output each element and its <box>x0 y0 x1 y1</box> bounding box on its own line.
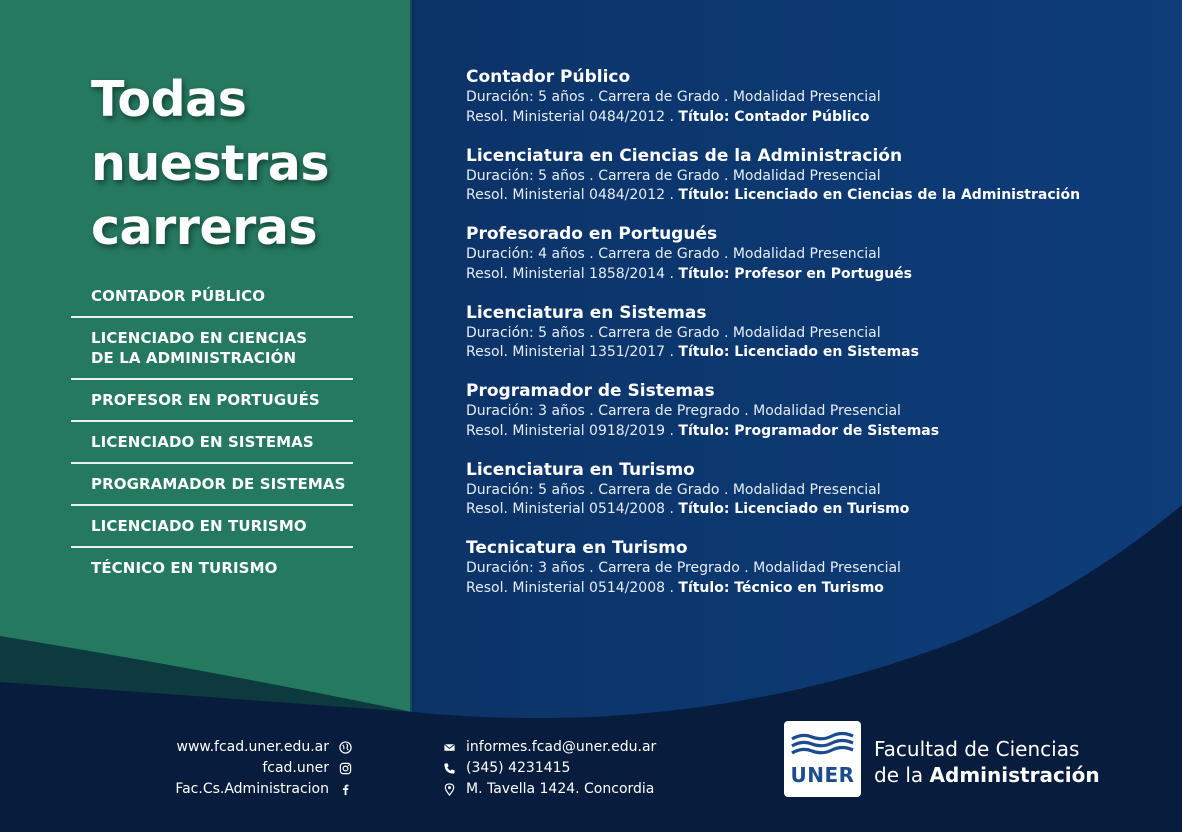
faculty-line2-prefix: de la <box>874 763 930 787</box>
email-link[interactable] <box>443 737 656 758</box>
mail-icon <box>443 741 456 754</box>
titulo-value: Licenciado en Ciencias de la Administración <box>734 187 1081 203</box>
career-name: Licenciatura en Sistemas <box>466 302 707 323</box>
career-resolution <box>466 186 1166 206</box>
titulo-label: Título: <box>678 344 730 360</box>
titulo-value: Licenciado en Turismo <box>734 501 910 517</box>
instagram-link[interactable] <box>175 758 352 779</box>
career-details: Duración: 5 años . Carrera de Grado . Modalidad Presencial <box>466 167 881 184</box>
facebook-link[interactable] <box>175 779 352 800</box>
titulo-label: Título: <box>678 187 730 203</box>
career-block <box>466 537 1166 616</box>
titulo-value: Técnico en Turismo <box>734 579 884 596</box>
uner-logo <box>784 721 861 797</box>
address <box>443 779 656 800</box>
career-resolution <box>466 265 1166 285</box>
career-name: Programador de Sistemas <box>466 381 715 401</box>
nav-item-label: LICENCIADO EN SISTEMAS <box>91 433 314 451</box>
instagram-icon <box>339 762 352 775</box>
email-text: informes.fcad@uner.edu.ar <box>466 739 657 755</box>
career-name: Profesorado en Portugués <box>466 224 718 244</box>
contact-info <box>443 737 656 800</box>
left-panel <box>0 0 412 700</box>
titulo-label: Título: <box>678 422 730 439</box>
career-details: Duración: 3 años . Carrera de Pregrado . Modalidad Presencial <box>466 403 901 419</box>
waves-icon <box>784 721 861 761</box>
career-resolution <box>466 343 1166 363</box>
career-details: Duración: 5 años . Carrera de Grado . Modalidad Presencial <box>466 481 881 498</box>
social-links <box>175 737 352 800</box>
career-details: Duración: 4 años . Carrera de Grado . Modalidad Presencial <box>466 246 881 262</box>
instagram-text: fcad.uner <box>262 760 329 776</box>
career-name: Licenciatura en Turismo <box>466 459 695 480</box>
faculty-line1: Facultad de Ciencias <box>874 737 1080 761</box>
nav-item-contador[interactable] <box>71 276 353 318</box>
nav-item-programador[interactable] <box>71 464 353 506</box>
titulo-value: Profesor en Portugués <box>734 265 912 282</box>
nav-item-lic-administracion[interactable] <box>71 318 353 380</box>
facebook-icon <box>339 783 352 796</box>
career-resolution <box>466 579 1166 599</box>
career-resolution <box>466 422 1166 442</box>
titulo-label: Título: <box>678 108 730 125</box>
resolution-text: Resol. Ministerial 1351/2017 . <box>466 344 679 360</box>
nav-item-label: TÉCNICO EN TURISMO <box>91 559 278 577</box>
resolution-text: Resol. Ministerial 0484/2012 . <box>466 187 679 203</box>
career-name: Contador Público <box>466 67 631 87</box>
main-title <box>91 68 329 260</box>
facebook-text: Fac.Cs.Administracion <box>175 781 329 797</box>
phone-link[interactable] <box>443 758 656 779</box>
career-resolution <box>466 108 1166 128</box>
career-block <box>466 145 1166 224</box>
nav-item-label: LICENCIADO EN CIENCIAS <box>91 329 308 347</box>
nav-item-profesor-portugues[interactable] <box>71 380 353 422</box>
website-text: www.fcad.uner.edu.ar <box>176 739 329 755</box>
career-block <box>466 223 1166 302</box>
title-line: Todas <box>91 71 247 128</box>
website-link[interactable] <box>175 737 352 758</box>
nav-item-label: PROFESOR EN PORTUGUÉS <box>91 391 320 409</box>
nav-item-lic-turismo[interactable] <box>71 506 353 548</box>
career-details: Duración: 5 años . Carrera de Grado . Modalidad Presencial <box>466 324 881 341</box>
titulo-label: Título: <box>678 579 730 596</box>
career-block <box>466 302 1166 381</box>
title-line: nuestras <box>91 135 329 192</box>
faculty-line2-bold: Administración <box>929 763 1100 787</box>
career-block <box>466 66 1166 145</box>
titulo-value: Contador Público <box>734 108 870 125</box>
location-icon <box>443 783 456 796</box>
nav-item-label: DE LA ADMINISTRACIÓN <box>91 349 297 367</box>
careers-details <box>466 66 1166 616</box>
title-line: carreras <box>91 199 318 256</box>
address-text: M. Tavella 1424. Concordia <box>466 781 655 797</box>
phone-text: (345) 4231415 <box>466 760 571 776</box>
nav-item-label: LICENCIADO EN TURISMO <box>91 517 307 535</box>
phone-icon <box>443 762 456 775</box>
nav-item-label: CONTADOR PÚBLICO <box>91 287 266 305</box>
globe-icon <box>339 741 352 754</box>
nav-item-lic-sistemas[interactable] <box>71 422 353 464</box>
career-details: Duración: 3 años . Carrera de Pregrado . Modalidad Presencial <box>466 560 901 576</box>
nav-item-label: PROGRAMADOR DE SISTEMAS <box>91 475 346 493</box>
nav-item-tecnico-turismo[interactable] <box>71 548 353 588</box>
career-block <box>466 459 1166 538</box>
career-block <box>466 380 1166 459</box>
resolution-text: Resol. Ministerial 0484/2012 . <box>466 108 679 125</box>
career-details: Duración: 5 años . Carrera de Grado . Modalidad Presencial <box>466 89 881 105</box>
titulo-value: Licenciado en Sistemas <box>734 344 919 360</box>
resolution-text: Resol. Ministerial 0514/2008 . <box>466 579 679 596</box>
faculty-line2 <box>874 762 1100 788</box>
logo-text: UNER <box>790 763 855 787</box>
resolution-text: Resol. Ministerial 0918/2019 . <box>466 422 679 439</box>
career-list <box>71 276 353 588</box>
titulo-label: Título: <box>678 501 730 517</box>
career-name: Tecnicatura en Turismo <box>466 538 688 558</box>
career-resolution <box>466 500 1166 520</box>
titulo-label: Título: <box>678 265 730 282</box>
titulo-value: Programador de Sistemas <box>734 422 940 439</box>
faculty-name <box>874 736 1100 788</box>
resolution-text: Resol. Ministerial 1858/2014 . <box>466 265 679 282</box>
resolution-text: Resol. Ministerial 0514/2008 . <box>466 501 679 517</box>
career-name: Licenciatura en Ciencias de la Administración <box>466 145 903 166</box>
